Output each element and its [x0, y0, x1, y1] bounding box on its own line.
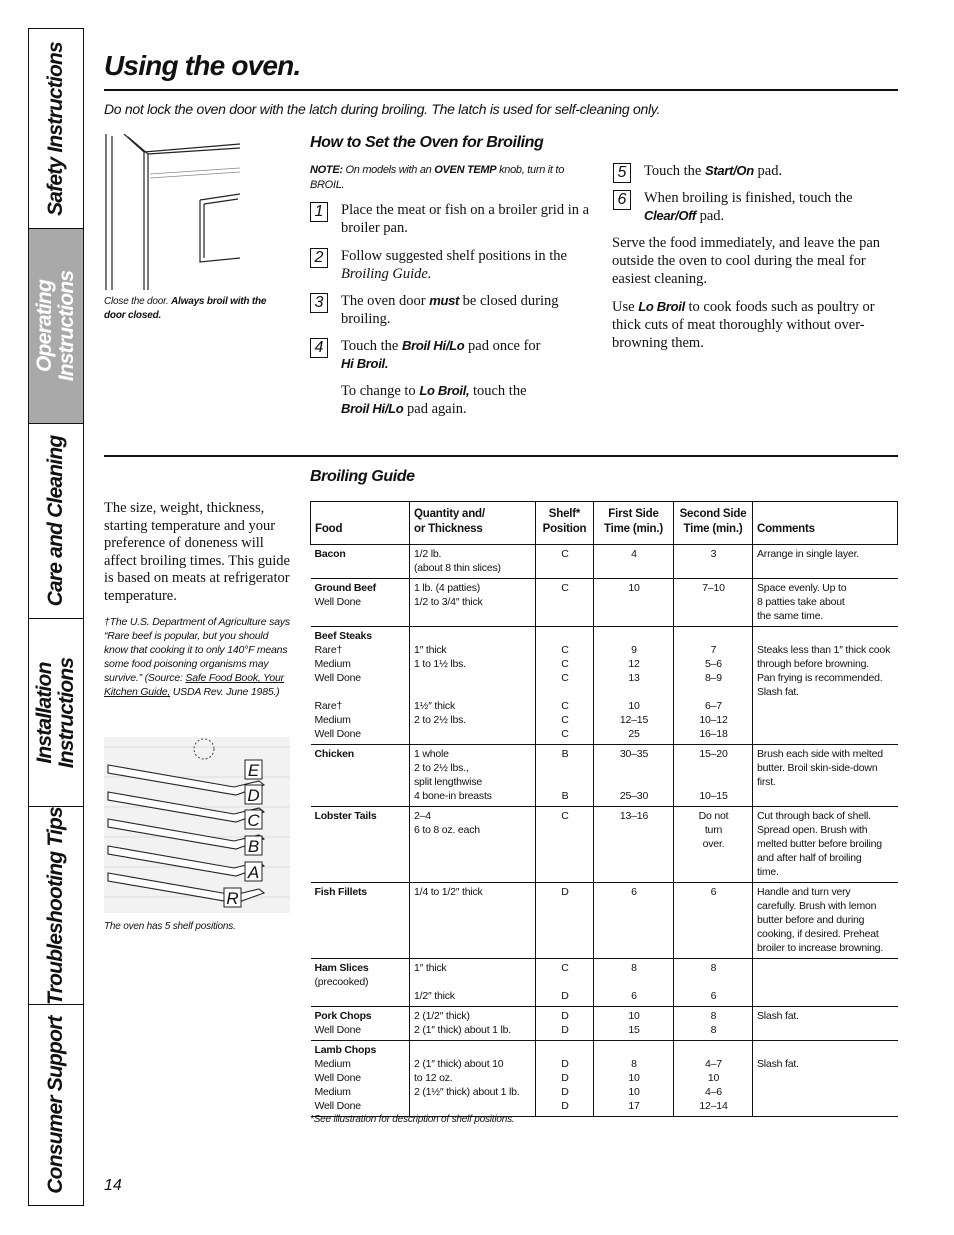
shelf-label-c: C	[247, 811, 260, 830]
tab-consumer-support[interactable]	[29, 1005, 83, 1204]
shelf-positions-illustration	[104, 737, 290, 913]
tab-label: Installation Instructions	[33, 657, 78, 768]
table-cell-food: Bacon	[311, 545, 410, 579]
tab-label: Safety Instructions	[44, 41, 67, 216]
table-header-row	[311, 502, 898, 545]
table-cell-comments: Steaks less than 1″ thick cook through before browning. Pan frying is recommended. Slash fat.	[753, 627, 898, 745]
table-cell-comments: Space evenly. Up to 8 patties take about the same time.	[753, 579, 898, 627]
table-cell-shelf: D D	[536, 1007, 594, 1041]
table-cell-qty: 1 whole 2 to 2½ lbs., split lengthwise 4 bone-in breasts	[410, 745, 536, 807]
tab-operating-instructions[interactable]	[29, 229, 83, 424]
shelf-label-e: E	[247, 761, 260, 780]
table-cell-food: Ground Beef Well Done	[311, 579, 410, 627]
tab-label: Care and Cleaning	[44, 435, 67, 607]
table-cell-first: 8 10 10 17	[594, 1041, 674, 1117]
table-cell-shelf: C	[536, 545, 594, 579]
step-number-icon: 2	[310, 248, 328, 268]
col-header-food: Food	[311, 502, 410, 545]
title-divider	[104, 89, 898, 91]
page-number: 14	[104, 1177, 122, 1194]
shelf-label-a: A	[247, 863, 260, 882]
tab-troubleshooting-tips[interactable]	[29, 807, 83, 1005]
table-row	[311, 883, 898, 959]
table-cell-first: 8 6	[594, 959, 674, 1007]
table-cell-shelf: D	[536, 883, 594, 959]
table-cell-food: Lobster Tails	[311, 807, 410, 883]
step-number-icon: 1	[310, 202, 328, 222]
shelf-label-d: D	[247, 786, 260, 805]
col-header-comments: Comments	[753, 502, 898, 545]
table-row	[311, 959, 898, 1007]
table-cell-first: 10 15	[594, 1007, 674, 1041]
col-header-second-side: Second Side Time (min.)	[674, 502, 753, 545]
table-cell-qty: 2–4 6 to 8 oz. each	[410, 807, 536, 883]
broil-heading: How to Set the Oven for Broiling	[310, 134, 544, 151]
table-cell-comments: Brush each side with melted butter. Broil skin-side-down first.	[753, 745, 898, 807]
shelf-footnote: *See illustration for description of shelf positions.	[310, 1114, 515, 1125]
table-cell-comments: Slash fat.	[753, 1007, 898, 1041]
table-cell-qty: 1″ thick 1/2″ thick	[410, 959, 536, 1007]
table-cell-shelf: C	[536, 579, 594, 627]
shelf-caption: The oven has 5 shelf positions.	[104, 921, 236, 932]
table-row	[311, 545, 898, 579]
step-number-icon: 4	[310, 338, 328, 358]
table-cell-qty: 1″ thick 1 to 1½ lbs. 1½″ thick 2 to 2½ lbs.	[410, 627, 536, 745]
tab-installation-instructions[interactable]	[29, 619, 83, 807]
table-cell-comments	[753, 959, 898, 1007]
table-cell-comments: Arrange in single layer.	[753, 545, 898, 579]
table-cell-food: Chicken	[311, 745, 410, 807]
col-header-shelf: Shelf* Position	[536, 502, 594, 545]
tab-care-and-cleaning[interactable]	[29, 424, 83, 619]
table-cell-comments: Slash fat.	[753, 1041, 898, 1117]
table-row	[311, 807, 898, 883]
table-row	[311, 745, 898, 807]
table-cell-comments: Handle and turn very carefully. Brush with lemon butter before and during cooking, if desired. Preheat broiler to increase browning.	[753, 883, 898, 959]
table-row	[311, 579, 898, 627]
table-cell-second: 7–10	[674, 579, 753, 627]
table-cell-food: Lamb Chops Medium Well Done Medium Well Done	[311, 1041, 410, 1117]
tab-label: Troubleshooting Tips	[44, 807, 67, 1005]
side-tab-bar	[28, 28, 84, 1206]
table-cell-comments: Cut through back of shell. Spread open. Brush with melted butter before broiling and after half of broiling time.	[753, 807, 898, 883]
note: NOTE: On models with an OVEN TEMP knob, turn it to BROIL.	[310, 164, 565, 191]
table-cell-food: Beef Steaks Rare† Medium Well Done Rare† Medium Well Done	[311, 627, 410, 745]
tab-label: Operating Instructions	[33, 270, 78, 382]
table-row	[311, 627, 898, 745]
intro-text: Do not lock the oven door with the latch during broiling. The latch is used for self-cleaning only.	[104, 101, 661, 117]
table-cell-second: 6	[674, 883, 753, 959]
table-cell-qty: 2 (1/2″ thick) 2 (1″ thick) about 1 lb.	[410, 1007, 536, 1041]
table-cell-first: 4	[594, 545, 674, 579]
page-title: Using the oven.	[104, 50, 301, 81]
table-cell-second: 15–20 10–15	[674, 745, 753, 807]
table-cell-shelf: D D D D	[536, 1041, 594, 1117]
table-cell-food: Fish Fillets	[311, 883, 410, 959]
table-cell-first: 30–35 25–30	[594, 745, 674, 807]
table-row	[311, 1007, 898, 1041]
section-divider	[104, 455, 898, 457]
table-cell-food: Pork Chops Well Done	[311, 1007, 410, 1041]
guide-heading: Broiling Guide	[310, 468, 415, 485]
table-cell-first: 9 12 13 10 12–15 25	[594, 627, 674, 745]
table-cell-second: 8 8	[674, 1007, 753, 1041]
table-cell-first: 10	[594, 579, 674, 627]
col-header-first-side: First Side Time (min.)	[594, 502, 674, 545]
table-cell-shelf: C C C C C C	[536, 627, 594, 745]
broiling-guide-table	[310, 501, 898, 1117]
shelf-label-b: B	[247, 837, 260, 856]
table-cell-qty: 1/4 to 1/2″ thick	[410, 883, 536, 959]
table-cell-qty: 1 lb. (4 patties) 1/2 to 3/4″ thick	[410, 579, 536, 627]
serve-text: Serve the food immediately, and leave the pan outside the oven to cool during the meal for easiest cleaning.	[612, 235, 881, 287]
table-cell-second: 7 5–6 8–9 6–7 10–12 16–18	[674, 627, 753, 745]
oven-door-illustration	[104, 134, 240, 290]
table-cell-first: 13–16	[594, 807, 674, 883]
table-cell-second: 3	[674, 545, 753, 579]
tab-label: Consumer Support	[44, 1015, 67, 1194]
shelf-label-r: R	[226, 889, 239, 908]
guide-text: The size, weight, thickness, starting temperature and your preference of doneness will affect broiling times. This guide is based on meats at refrigerator temperature.	[104, 500, 290, 604]
door-caption: Close the door. Always broil with the door closed.	[104, 296, 267, 321]
table-cell-food: Ham Slices (precooked)	[311, 959, 410, 1007]
tab-safety-instructions[interactable]	[29, 29, 83, 229]
table-cell-second: 8 6	[674, 959, 753, 1007]
step-number-icon: 3	[310, 293, 328, 313]
table-cell-second: 4–7 10 4–6 12–14	[674, 1041, 753, 1117]
table-row	[311, 1041, 898, 1117]
step-number-icon: 5	[613, 163, 631, 183]
table-cell-qty: 1/2 lb. (about 8 thin slices)	[410, 545, 536, 579]
table-cell-shelf: C D	[536, 959, 594, 1007]
table-cell-qty: 2 (1″ thick) about 10 to 12 oz. 2 (1½″ thick) about 1 lb.	[410, 1041, 536, 1117]
usda-note: †The U.S. Department of Agriculture says “Rare beef is popular, but you should know that cooking it to only 140°F means some food poisoning organisms may survive.” (Source: Safe Food Book, Your Kitchen Guide, USDA Rev. June 1985.)	[104, 616, 290, 698]
table-cell-second: Do not turn over.	[674, 807, 753, 883]
col-header-quantity: Quantity and/ or Thickness	[410, 502, 536, 545]
lo-broil-text: Use Lo Broil to cook foods such as poultry or thick cuts of meat thoroughly without over-browning them.	[612, 299, 875, 351]
step-number-icon: 6	[613, 190, 631, 210]
table-cell-first: 6	[594, 883, 674, 959]
table-cell-shelf: C	[536, 807, 594, 883]
table-cell-shelf: B B	[536, 745, 594, 807]
